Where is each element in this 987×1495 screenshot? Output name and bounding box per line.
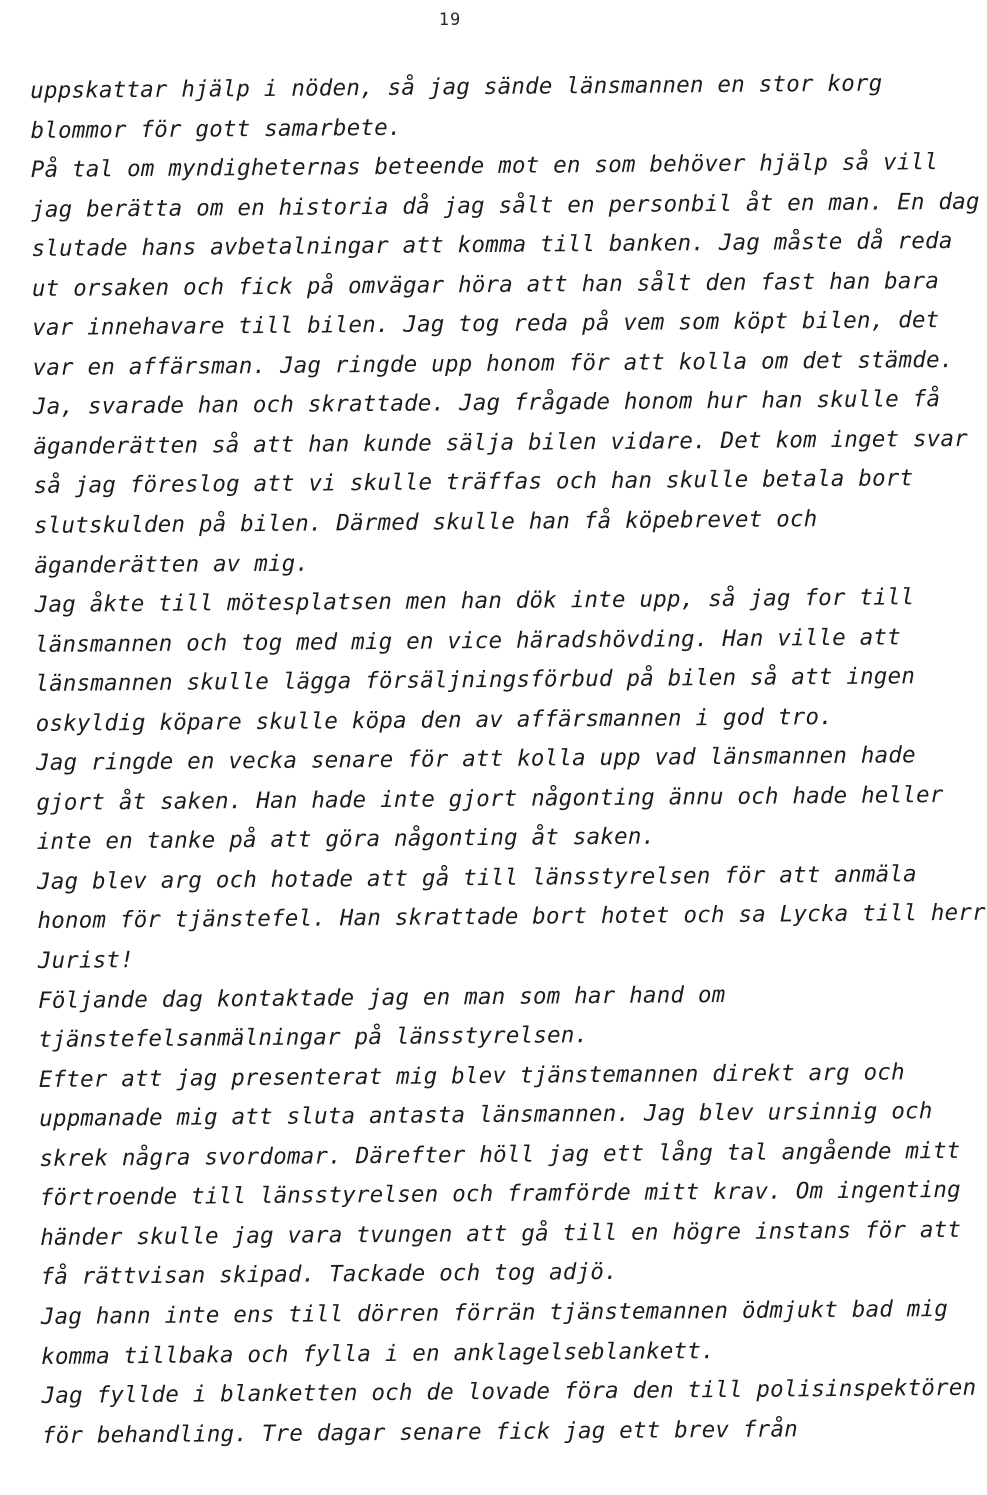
text-line: få rättvisan skipad. Tackade och tog adjö. (40, 1259, 618, 1291)
text-line: inte en tanke på att göra någonting åt saken. (36, 823, 656, 856)
text-line: ut orsaken och fick på omvägar höra att han sålt den fast han bara (31, 267, 940, 302)
text-line: blommor för gott samarbete. (30, 114, 402, 144)
text-line: var innehavare till bilen. Jag tog reda på vem som köpt bilen, det (32, 307, 940, 342)
text-line: Jag hann inte ens till dörren förrän tjänstemannen ödmjukt bad mig (40, 1295, 949, 1330)
body-text (30, 64, 987, 1456)
text-line: för behandling. Tre dagar senare fick jag ett brev från (41, 1415, 799, 1449)
text-line: var en affärsman. Jag ringde upp honom för att kolla om det stämde. (32, 346, 954, 381)
text-line: tjänstefelsanmälningar på länsstyrelsen. (38, 1022, 589, 1054)
text-line: uppmanade mig att sluta antasta länsmannen. Jag blev ursinnig och (39, 1098, 933, 1133)
text-line: länsmannen skulle lägga försäljningsförbud på bilen så att ingen (35, 663, 916, 698)
text-line: jag berätta om en historia då jag sålt en personbil åt en man. En dag (31, 188, 980, 223)
text-line: Jurist! (37, 947, 135, 974)
text-line: På tal om myndigheternas beteende mot en som behöver hjälp så vill (30, 149, 939, 184)
text-line: så jag föreslog att vi skulle träffas och han skulle betala bort (33, 465, 914, 500)
text-line: Jag åkte till mötesplatsen men han dök inte upp, så jag for till (34, 584, 915, 619)
text-line: slutade hans avbetalningar att komma till banken. Jag måste då reda (31, 228, 953, 263)
text-line: honom för tjänstefel. Han skrattade bort hotet och sa Lycka till herr (37, 900, 986, 935)
text-line: äganderätten av mig. (34, 550, 310, 579)
page-number: 19 (438, 10, 462, 30)
text-line: förtroende till länsstyrelsen och framförde mitt krav. Om ingenting (39, 1177, 961, 1212)
text-line: Jag ringde en vecka senare för att kolla upp vad länsmannen hade (35, 742, 916, 777)
text-line: oskyldig köpare skulle köpa den av affärsmannen i god tro. (35, 703, 834, 737)
text-line: slutskulden på bilen. Därmed skulle han få köpebrevet och (33, 506, 818, 539)
text-line: Jag fyllde i blanketten och de lovade föra den till polisinspektören (41, 1374, 977, 1409)
text-line: Följande dag kontaktade jag en man som har hand om (37, 981, 726, 1014)
text-line: komma tillbaka och fylla i en anklagelseblankett. (41, 1337, 715, 1370)
text-line: händer skulle jag vara tvungen att gå till en högre instans för att (40, 1216, 962, 1251)
text-line: skrek några svordomar. Därefter höll jag ett lång tal angående mitt (39, 1137, 961, 1172)
text-line: Ja, svarade han och skrattade. Jag frågade honom hur han skulle få (32, 386, 941, 421)
text-line: Efter att jag presenterat mig blev tjänstemannen direkt arg och (38, 1059, 905, 1093)
text-line: äganderätten så att han kunde sälja bilen vidare. Det kom inget svar (33, 425, 969, 460)
text-line: gjort åt saken. Han hade inte gjort någonting ännu och hade heller (36, 781, 944, 816)
text-line: länsmannen och tog med mig en vice häradshövding. Han ville att (34, 624, 902, 658)
text-line: uppskattar hjälp i nöden, så jag sände länsmannen en stor korg (30, 70, 883, 104)
text-line: Jag blev arg och hotade att gå till länsstyrelsen för att anmäla (36, 861, 917, 895)
